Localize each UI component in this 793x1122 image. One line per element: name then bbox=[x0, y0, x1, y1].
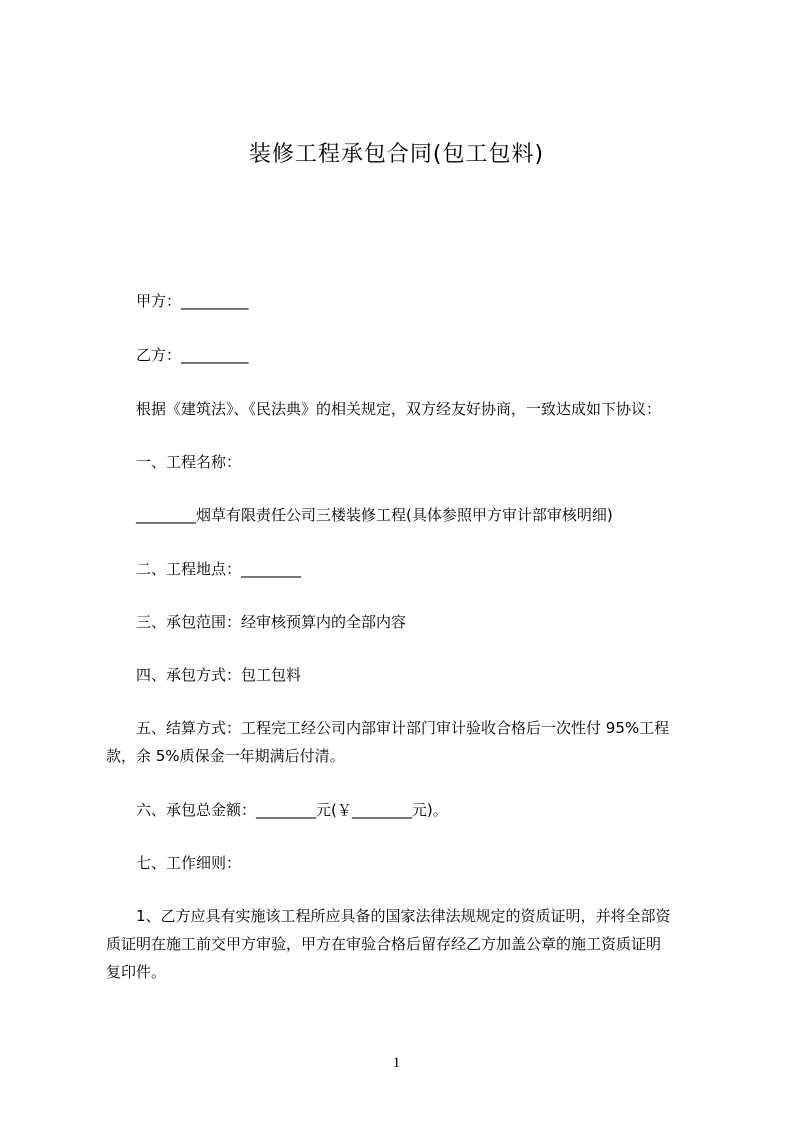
detail-1-line-1: 1、乙方应具有实施该工程所应具备的国家法律法规规定的资质证明，并将全部资 bbox=[136, 907, 671, 925]
section-5-line-1: 五、结算方式：工程完工经公司内部审计部门审计验收合格后一次性付 95%工程 bbox=[136, 719, 670, 737]
section-1-content: ________烟草有限责任公司三楼装修工程(具体参照甲方审计部审核明细) bbox=[136, 506, 613, 524]
document-title: 装修工程承包合同(包工包料) bbox=[248, 142, 545, 167]
party-b-line: 乙方：_________ bbox=[136, 346, 249, 364]
section-4-line: 四、承包方式：包工包料 bbox=[136, 666, 302, 684]
intro-paragraph: 根据《建筑法》、《民法典》的相关规定，双方经友好协商，一致达成如下协议： bbox=[136, 400, 662, 418]
section-3-line: 三、承包范围：经审核预算内的全部内容 bbox=[136, 613, 407, 631]
section-7-heading: 七、工作细则： bbox=[136, 854, 242, 872]
section-5-line-2: 款，余 5%质保金一年期满后付清。 bbox=[106, 747, 345, 765]
detail-1-paragraph bbox=[106, 902, 696, 986]
section-1-heading: 一、工程名称： bbox=[136, 453, 242, 471]
section-2-line: 二、工程地点：________ bbox=[136, 560, 302, 578]
detail-1-line-3: 复印件。 bbox=[106, 963, 167, 981]
section-5-paragraph bbox=[106, 714, 696, 770]
detail-1-line-2: 质证明在施工前交甲方审验，甲方在审验合格后留存经乙方加盖公章的施工资质证明 bbox=[106, 935, 662, 953]
section-6-line: 六、承包总金额：________元(￥________元)。 bbox=[136, 801, 448, 819]
page-number: 1 bbox=[392, 1055, 401, 1071]
party-a-line: 甲方：_________ bbox=[136, 292, 249, 310]
